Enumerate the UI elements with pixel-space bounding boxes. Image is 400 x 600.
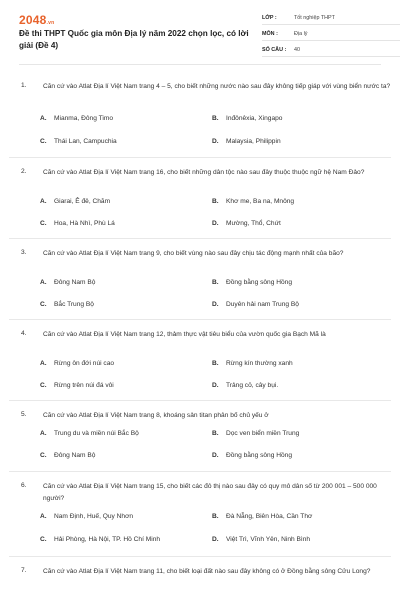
option-a[interactable]: [40, 115, 113, 122]
option-c[interactable]: [40, 138, 117, 145]
option-text: Mường, Thổ, Chứt: [226, 220, 281, 227]
option-letter: B.: [212, 198, 219, 205]
option-letter: A.: [40, 430, 47, 437]
question-item: [9, 239, 391, 320]
option-text: Đông Nam Bộ: [54, 279, 96, 286]
option-a[interactable]: [40, 430, 139, 437]
option-d[interactable]: [212, 382, 278, 389]
document-title: Đề thi THPT Quốc gia môn Địa lý năm 2022 chọn lọc, có lời giải (Đề 4): [19, 29, 249, 50]
option-text: Duyên hải nam Trung Bộ: [226, 301, 299, 308]
option-b[interactable]: [212, 430, 299, 437]
option-text: Hải Phòng, Hà Nội, TP. Hồ Chí Minh: [54, 536, 161, 543]
question-text: Căn cứ vào Atlat Địa lí Việt Nam trang 9, cho biết vùng nào sau đây chịu tác động mạnh nhất của bão?: [43, 250, 344, 257]
question-item: [9, 557, 391, 600]
option-text: Hoa, Hà Nhì, Phù Lá: [54, 220, 115, 227]
option-b[interactable]: [212, 279, 292, 286]
option-text: Đông Nam Bộ: [54, 452, 96, 459]
option-letter: A.: [40, 198, 47, 205]
option-text: Malaysia, Philippin: [226, 138, 281, 145]
option-a[interactable]: [40, 513, 133, 520]
option-text: Rừng trên núi đá vôi: [54, 382, 114, 389]
site-logo[interactable]: [19, 13, 54, 27]
meta-key: SỐ CÂU :: [262, 47, 287, 53]
meta-key: MÔN :: [262, 31, 278, 37]
option-text: Rừng kín thường xanh: [226, 360, 293, 367]
question-list: [0, 72, 400, 600]
question-number: 2.: [21, 168, 27, 175]
option-letter: B.: [212, 279, 219, 286]
option-text: Inđônêxia, Xingapo: [226, 115, 283, 122]
option-letter: A.: [40, 279, 47, 286]
option-text: Thái Lan, Campuchia: [54, 138, 117, 145]
option-d[interactable]: [212, 536, 310, 543]
option-text: Khơ me, Ba na, Mnông: [226, 198, 295, 205]
option-c[interactable]: [40, 536, 160, 543]
question-text: Căn cứ vào Atlat Địa lí Việt Nam trang 4 – 5, cho biết những nước nào sau đây không tiếp giáp với vùng biển nước ta?: [43, 83, 391, 90]
option-d[interactable]: [212, 138, 281, 145]
question-number: 4.: [21, 330, 27, 337]
meta-key: LỚP :: [262, 15, 277, 21]
option-b[interactable]: [212, 115, 282, 122]
meta-value: 40: [294, 47, 300, 53]
option-d[interactable]: [212, 301, 299, 308]
meta-row-grade: [262, 12, 400, 25]
option-a[interactable]: [40, 360, 114, 367]
option-d[interactable]: [212, 220, 281, 227]
option-text: Đà Nẵng, Biên Hòa, Cần Thơ: [226, 513, 313, 520]
option-letter: C.: [40, 382, 47, 389]
question-item: [9, 401, 391, 472]
option-letter: A.: [40, 360, 47, 367]
option-d[interactable]: [212, 452, 292, 459]
option-letter: B.: [212, 430, 219, 437]
option-letter: D.: [212, 220, 219, 227]
meta-value: Địa lý: [294, 31, 308, 37]
question-item: [9, 472, 391, 557]
header-divider: [19, 64, 381, 65]
option-letter: D.: [212, 452, 219, 459]
option-c[interactable]: [40, 382, 114, 389]
option-letter: B.: [212, 513, 219, 520]
option-a[interactable]: [40, 279, 95, 286]
question-text: Căn cứ vào Atlat Địa lí Việt Nam trang 12, thảm thực vật tiêu biểu của vườn quốc gia Bạch Mã là: [43, 331, 326, 338]
option-letter: A.: [40, 115, 47, 122]
meta-value: Tốt nghiệp THPT: [294, 15, 335, 21]
option-b[interactable]: [212, 198, 294, 205]
question-text: Căn cứ vào Atlat Địa lí Việt Nam trang 15, cho biết các đô thị nào sau đây có quy mô dân số từ 200 001 – 500 000 người?: [43, 483, 377, 502]
option-letter: D.: [212, 536, 219, 543]
page-header: [10, 0, 390, 68]
option-b[interactable]: [212, 360, 293, 367]
option-letter: D.: [212, 138, 219, 145]
meta-row-subject: [262, 28, 400, 41]
logo-number: 2048: [19, 13, 47, 27]
option-letter: C.: [40, 301, 47, 308]
logo-suffix: .vn: [46, 20, 55, 26]
question-item: [9, 72, 391, 158]
option-c[interactable]: [40, 452, 95, 459]
exam-meta: [262, 12, 400, 60]
option-b[interactable]: [212, 513, 312, 520]
option-c[interactable]: [40, 220, 115, 227]
option-c[interactable]: [40, 301, 94, 308]
option-text: Bắc Trung Bộ: [54, 301, 94, 308]
question-number: 1.: [21, 82, 27, 89]
question-item: [9, 320, 391, 401]
option-letter: C.: [40, 536, 47, 543]
option-text: Đồng bằng sông Hồng: [226, 279, 292, 286]
question-number: 5.: [21, 411, 27, 418]
question-text: Căn cứ vào Atlat Địa lí Việt Nam trang 8, khoáng sản titan phân bố chủ yếu ở: [43, 412, 269, 419]
question-number: 6.: [21, 482, 27, 489]
question-text: Căn cứ vào Atlat Địa lí Việt Nam trang 11, cho biết loại đất nào sau đây không có ở Đồng bằng sông Cửu Long?: [43, 568, 371, 575]
option-text: Dọc ven biển miền Trung: [226, 430, 300, 437]
option-text: Đồng bằng sông Hồng: [226, 452, 292, 459]
option-letter: B.: [212, 360, 219, 367]
option-text: Trung du và miền núi Bắc Bộ: [54, 430, 139, 437]
question-item: [9, 158, 391, 239]
option-text: Nam Định, Huế, Quy Nhơn: [54, 513, 134, 520]
option-letter: A.: [40, 513, 47, 520]
option-letter: D.: [212, 382, 219, 389]
question-number: 3.: [21, 249, 27, 256]
option-letter: D.: [212, 301, 219, 308]
question-number: 7.: [21, 567, 27, 574]
option-text: Giarai, Ê đê, Chăm: [54, 198, 111, 205]
meta-row-count: [262, 44, 400, 57]
option-text: Trảng cỏ, cây bụi.: [226, 382, 279, 389]
option-letter: C.: [40, 452, 47, 459]
question-text: Căn cứ vào Atlat Địa lí Việt Nam trang 16, cho biết những dân tộc nào sau đây thuộc thuộc ngữ hệ Nam Đảo?: [43, 169, 365, 176]
option-letter: C.: [40, 138, 47, 145]
option-text: Mianma, Đông Timo: [54, 115, 113, 122]
option-letter: C.: [40, 220, 47, 227]
option-text: Việt Trì, Vĩnh Yên, Ninh Bình: [226, 536, 311, 543]
option-letter: B.: [212, 115, 219, 122]
option-a[interactable]: [40, 198, 110, 205]
option-text: Rừng ôn đới núi cao: [54, 360, 115, 367]
